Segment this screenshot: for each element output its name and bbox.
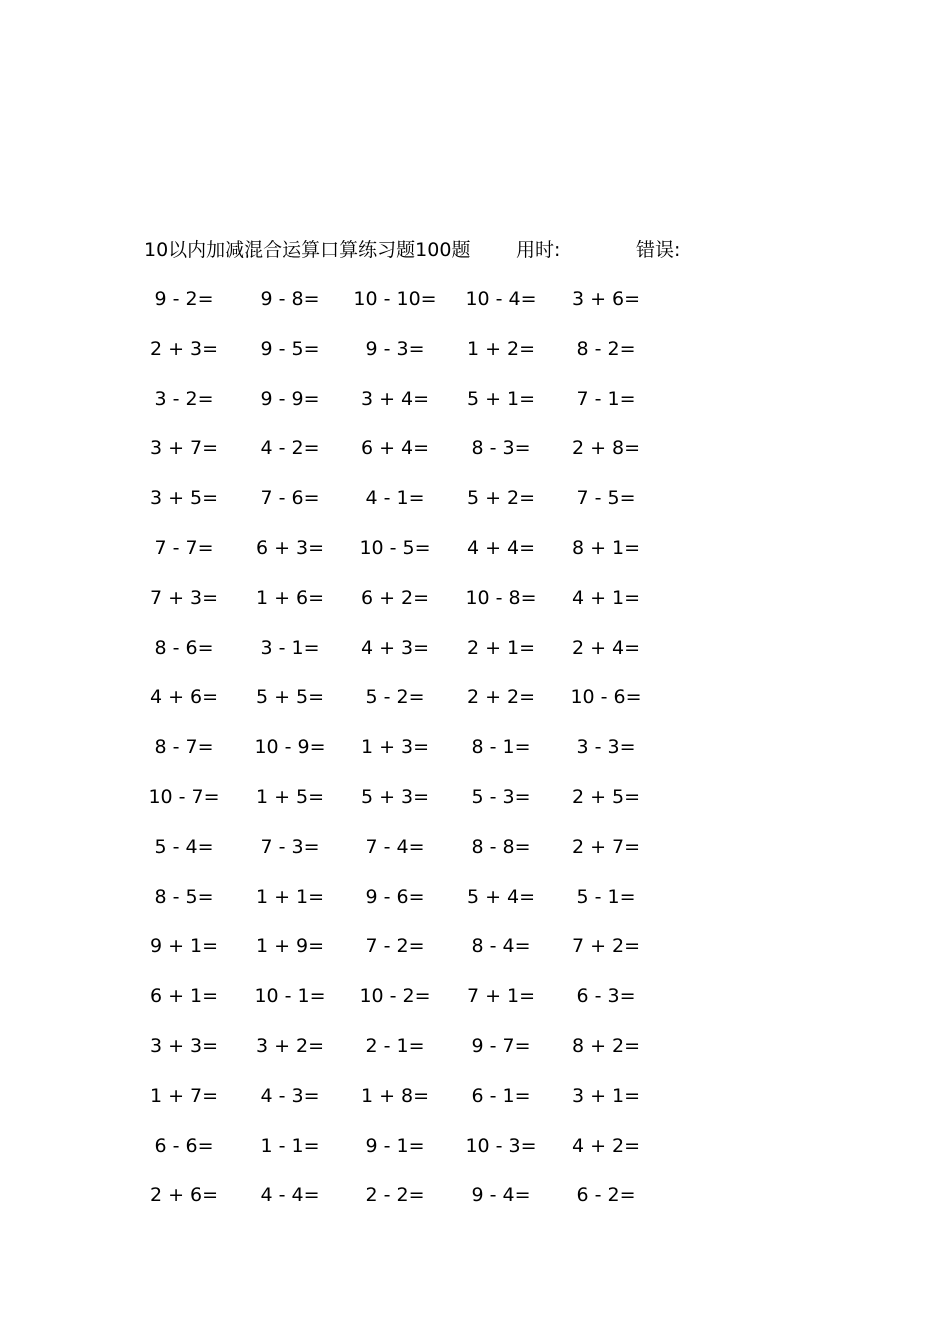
problem-item: 2 + 7= [571,835,641,858]
problem-item: 9 + 1= [149,935,219,958]
problem-item: 3 + 2= [255,1034,325,1057]
problem-item: 10 - 6= [570,686,642,709]
problem-item: 6 + 3= [255,536,325,559]
problem-item: 7 - 3= [260,835,320,858]
problem-item: 1 - 1= [260,1134,320,1157]
problem-item: 7 + 2= [571,935,641,958]
problem-item: 9 - 9= [260,387,320,410]
problem-item: 1 + 3= [360,736,430,759]
time-label: 用时: [516,239,561,261]
problem-item: 7 - 6= [260,487,320,510]
problem-row [0,584,950,634]
problem-item: 5 + 1= [466,387,536,410]
problem-item: 5 - 4= [154,835,214,858]
problem-item: 1 + 7= [149,1084,219,1107]
problem-item: 2 + 4= [571,636,641,659]
problem-item: 9 - 6= [365,885,425,908]
problem-item: 2 + 3= [149,337,219,360]
worksheet-title: 10以内加减混合运算口算练习题100题 [144,239,471,261]
problem-item: 3 + 3= [149,1034,219,1057]
problem-item: 6 + 4= [360,437,430,460]
problem-item: 10 - 2= [359,985,431,1008]
problem-row [0,683,950,733]
problem-item: 4 + 1= [571,586,641,609]
problem-item: 8 - 8= [471,835,531,858]
problem-item: 7 - 7= [154,536,214,559]
problem-item: 9 - 4= [471,1184,531,1207]
problem-item: 3 + 4= [360,387,430,410]
problem-item: 7 - 1= [576,387,636,410]
problem-item: 9 - 1= [365,1134,425,1157]
problem-item: 8 - 6= [154,636,214,659]
problem-row [0,534,950,584]
problem-item: 8 - 1= [471,736,531,759]
problem-item: 5 + 2= [466,487,536,510]
problem-item: 4 + 3= [360,636,430,659]
problem-item: 5 - 1= [576,885,636,908]
problem-row [0,833,950,883]
problem-item: 10 - 5= [359,536,431,559]
problem-row [0,982,950,1032]
problem-item: 5 - 3= [471,785,531,808]
problem-row [0,1181,950,1231]
problem-item: 9 - 7= [471,1034,531,1057]
problem-row [0,1032,950,1082]
problem-item: 6 - 6= [154,1134,214,1157]
problem-item: 9 - 5= [260,337,320,360]
problem-item: 10 - 7= [148,785,220,808]
problem-item: 4 - 2= [260,437,320,460]
problem-item: 8 - 7= [154,736,214,759]
problem-item: 3 - 3= [576,736,636,759]
problem-grid [0,285,950,1231]
problem-item: 2 - 1= [365,1034,425,1057]
problem-item: 3 + 6= [571,288,641,310]
problem-item: 6 - 2= [576,1184,636,1207]
problem-item: 2 + 2= [466,686,536,709]
problem-item: 5 - 2= [365,686,425,709]
problem-item: 3 + 7= [149,437,219,460]
problem-item: 1 + 9= [255,935,325,958]
problem-item: 9 - 2= [154,288,214,310]
problem-row [0,434,950,484]
problem-item: 7 - 4= [365,835,425,858]
problem-item: 9 - 3= [365,337,425,360]
problem-row [0,634,950,684]
errors-label: 错误: [636,239,681,261]
problem-item: 2 + 6= [149,1184,219,1207]
problem-row [0,1132,950,1182]
problem-item: 5 + 5= [255,686,325,709]
problem-item: 8 + 2= [571,1034,641,1057]
problem-item: 4 + 4= [466,536,536,559]
problem-item: 1 + 6= [255,586,325,609]
problem-item: 8 - 5= [154,885,214,908]
problem-item: 4 + 6= [149,686,219,709]
problem-row [0,1082,950,1132]
problem-row [0,335,950,385]
problem-item: 2 - 2= [365,1184,425,1207]
problem-item: 1 + 1= [255,885,325,908]
problem-item: 4 - 1= [365,487,425,510]
problem-item: 9 - 8= [260,288,320,310]
problem-item: 4 + 2= [571,1134,641,1157]
problem-item: 6 + 2= [360,586,430,609]
problem-item: 8 - 2= [576,337,636,360]
problem-item: 3 - 2= [154,387,214,410]
problem-item: 6 - 1= [471,1084,531,1107]
problem-row [0,285,950,335]
problem-item: 6 - 3= [576,985,636,1008]
problem-item: 5 + 3= [360,785,430,808]
problem-item: 3 - 1= [260,636,320,659]
problem-item: 6 + 1= [149,985,219,1008]
problem-item: 1 + 5= [255,785,325,808]
problem-item: 10 - 3= [465,1134,537,1157]
problem-item: 7 + 1= [466,985,536,1008]
problem-row [0,385,950,435]
problem-item: 3 + 1= [571,1084,641,1107]
problem-item: 1 + 2= [466,337,536,360]
problem-item: 10 - 1= [254,985,326,1008]
problem-item: 2 + 1= [466,636,536,659]
problem-item: 5 + 4= [466,885,536,908]
problem-item: 7 - 5= [576,487,636,510]
problem-item: 10 - 10= [353,288,437,310]
problem-item: 4 - 3= [260,1084,320,1107]
problem-item: 4 - 4= [260,1184,320,1207]
problem-row [0,484,950,534]
problem-item: 8 - 4= [471,935,531,958]
problem-row [0,733,950,783]
problem-item: 2 + 8= [571,437,641,460]
problem-item: 7 + 3= [149,586,219,609]
problem-item: 10 - 8= [465,586,537,609]
problem-item: 7 - 2= [365,935,425,958]
problem-item: 8 - 3= [471,437,531,460]
problem-row [0,783,950,833]
problem-item: 10 - 9= [254,736,326,759]
problem-item: 3 + 5= [149,487,219,510]
worksheet-header [0,236,950,264]
problem-row [0,883,950,933]
problem-item: 10 - 4= [465,288,537,310]
problem-item: 8 + 1= [571,536,641,559]
problem-row [0,932,950,982]
problem-item: 1 + 8= [360,1084,430,1107]
problem-item: 2 + 5= [571,785,641,808]
